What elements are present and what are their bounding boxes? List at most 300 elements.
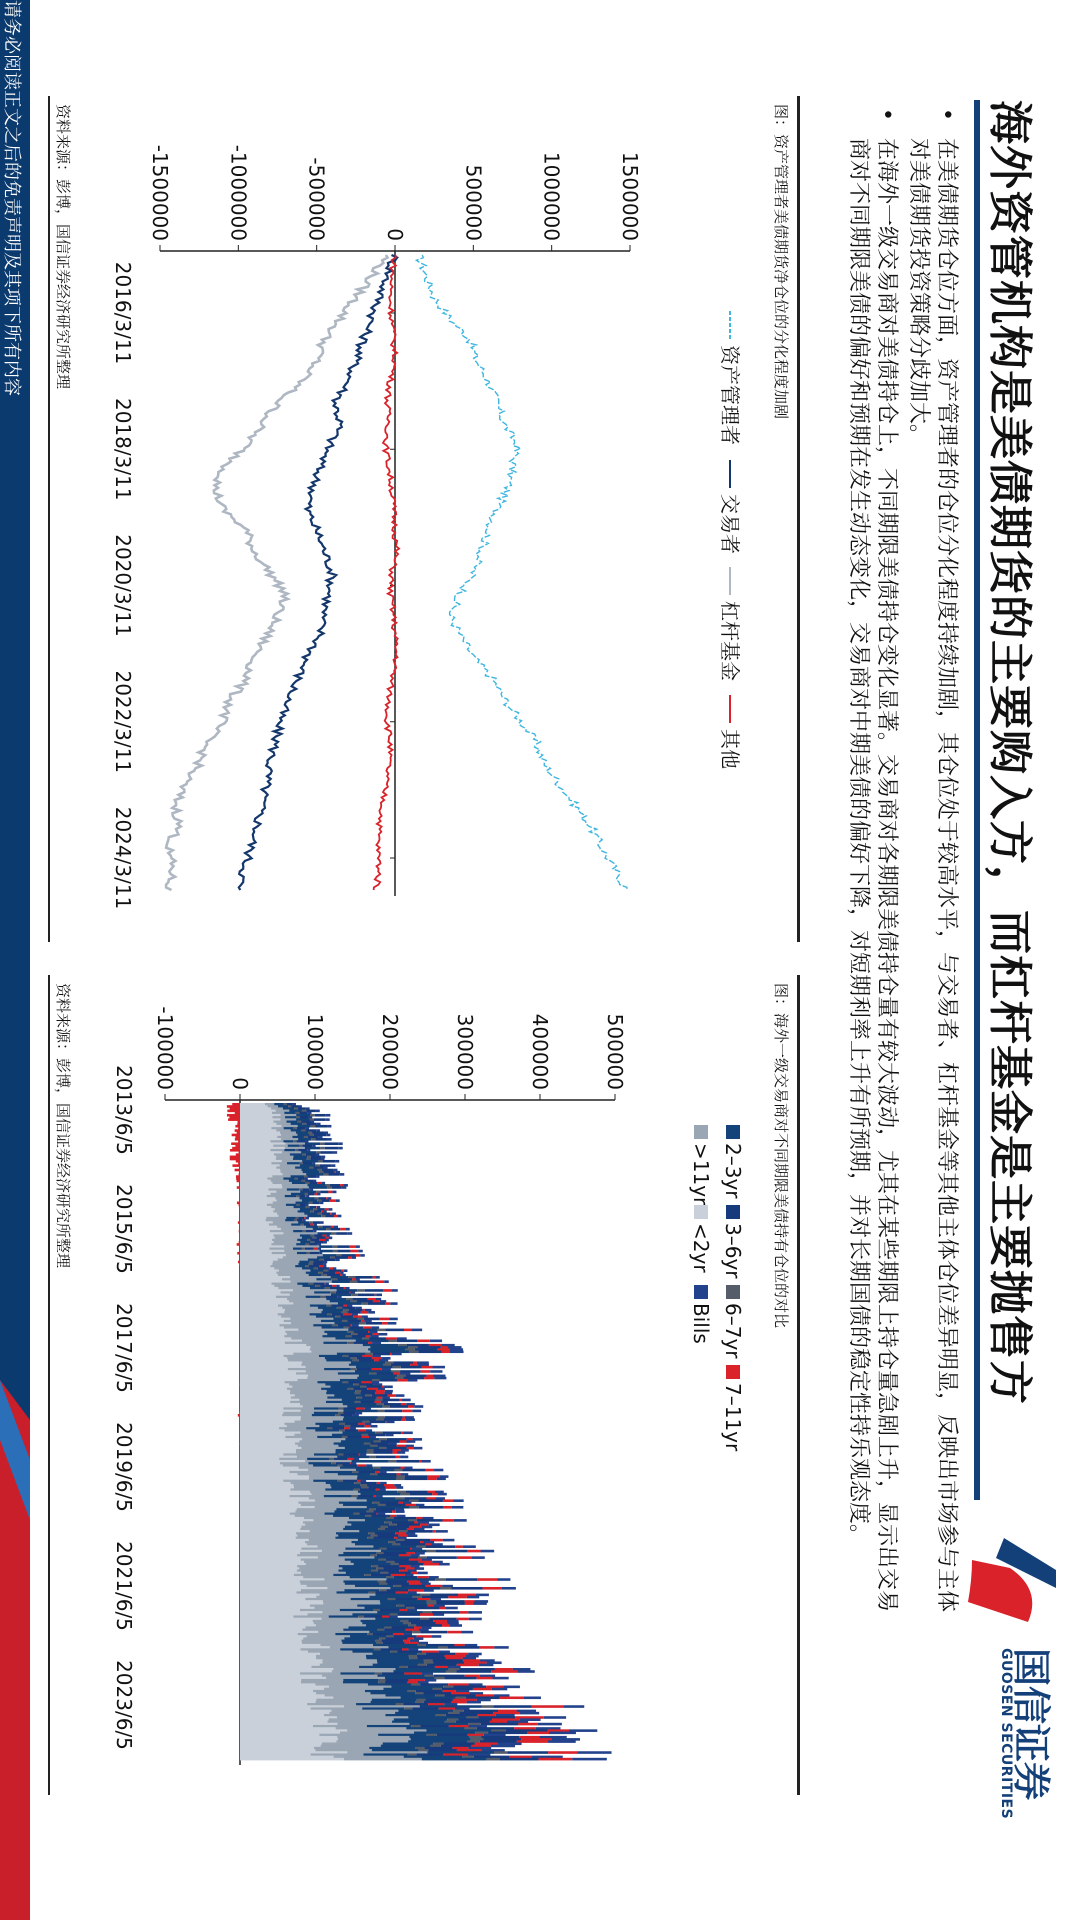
bar-segment — [378, 1333, 387, 1336]
x-tick-label: 2024/3/11 — [111, 806, 135, 910]
bar-segment — [347, 1232, 348, 1235]
x-tick-label: 2019/6/5 — [112, 1422, 136, 1512]
y-tick-label: 0 — [383, 228, 407, 241]
logo-subtitle: GUOSEN SECURITIES — [998, 1648, 1014, 1820]
bar-segment — [438, 1646, 447, 1649]
title-rule — [974, 100, 980, 1500]
bar-segment — [351, 1294, 358, 1297]
bar-segment — [344, 1758, 422, 1761]
bar-segment — [410, 1506, 419, 1509]
bar-segment — [447, 1631, 461, 1634]
bar-segment — [334, 1215, 337, 1218]
bar-segment — [352, 1256, 356, 1259]
bar-segment — [337, 1215, 341, 1218]
bar-segment — [520, 1712, 540, 1715]
x-tick-label: 2023/6/5 — [112, 1660, 136, 1750]
bar-segment — [317, 1193, 320, 1196]
bar-segment — [307, 1215, 321, 1218]
bar-segment — [450, 1624, 462, 1627]
y-tick-label: 100000 — [303, 1013, 327, 1090]
bar-segment — [465, 1602, 473, 1605]
bar-segment — [414, 1405, 423, 1408]
x-tick-label: 2017/6/5 — [112, 1303, 136, 1393]
bar-segment — [418, 1350, 441, 1353]
bar-segment — [383, 1289, 392, 1292]
bar-segment — [337, 1250, 350, 1253]
bar-segment — [452, 1506, 463, 1509]
bar-segment — [375, 1294, 376, 1297]
x-tick-label: 2013/6/5 — [112, 1065, 136, 1155]
bar-segment — [481, 1550, 495, 1553]
bar-segment — [418, 1572, 428, 1575]
bar-segment — [365, 1425, 371, 1428]
bar-segment — [436, 1530, 448, 1533]
bar-segment — [563, 1705, 584, 1708]
legend-swatch — [726, 1365, 740, 1379]
bar-segment — [402, 1469, 425, 1472]
bar-segment — [389, 1318, 397, 1321]
bar-segment — [424, 1563, 439, 1566]
bar-segment — [378, 1410, 385, 1413]
bar-segment — [240, 1758, 344, 1761]
bar-segment — [320, 1147, 324, 1150]
legend-label: 6–7yr — [721, 1303, 745, 1359]
bar-segment — [413, 1447, 422, 1450]
bar-segment — [527, 1732, 549, 1735]
bar-segment — [403, 1432, 412, 1435]
bar-segment — [453, 1499, 464, 1502]
bar-segment — [437, 1477, 446, 1480]
bar-segment — [361, 1302, 368, 1305]
bar-segment — [325, 1118, 329, 1121]
bar-segment — [326, 1114, 331, 1117]
bar-segment — [548, 1740, 576, 1743]
bar-segment — [473, 1688, 492, 1691]
bar-segment — [472, 1556, 485, 1559]
legend-swatch — [726, 1125, 740, 1139]
bar-segment — [430, 1340, 442, 1343]
bar-segment — [401, 1432, 403, 1435]
bar-segment — [350, 1250, 358, 1253]
bar-segment — [396, 1456, 400, 1459]
bar-segment — [385, 1434, 393, 1437]
bar-segment — [315, 1114, 326, 1117]
bar-segment — [424, 1377, 434, 1380]
x-tick-label: 2015/6/5 — [112, 1184, 136, 1274]
bar-segment — [577, 1751, 611, 1754]
bar-segment — [446, 1578, 477, 1581]
chart-top-rule — [797, 96, 800, 942]
bar-segment — [491, 1745, 515, 1748]
y-tick-label: 1500000 — [618, 151, 642, 241]
bar-segment — [392, 1289, 398, 1292]
bar-segment — [437, 1493, 446, 1496]
bar-segment — [366, 1322, 382, 1325]
bar-segment — [361, 1311, 368, 1314]
bar-segment — [311, 1138, 315, 1141]
bar-segment — [401, 1366, 422, 1369]
legend-swatch — [694, 1125, 708, 1139]
bar-segment — [350, 1245, 356, 1248]
bar-segment — [389, 1340, 397, 1343]
bar-segment — [400, 1456, 408, 1459]
bar-segment — [311, 1125, 315, 1128]
net-position-line-chart — [80, 96, 770, 942]
bar-segment — [375, 1276, 380, 1279]
bar-segment — [508, 1751, 549, 1754]
bar-segment — [333, 1245, 338, 1248]
bar-segment — [414, 1607, 439, 1610]
bar-segment — [382, 1322, 388, 1325]
bar-segment — [355, 1245, 360, 1248]
bar-segment — [439, 1607, 445, 1610]
bar-segment — [365, 1289, 383, 1292]
chart-source: 资料来源：彭博，国信证券经济研究所整理 — [54, 983, 72, 1269]
bar-segment — [328, 1191, 332, 1194]
bar-segment — [502, 1587, 516, 1590]
y-tick-label: 0 — [228, 1077, 252, 1090]
bar-segment — [440, 1587, 451, 1590]
bar-segment — [491, 1670, 517, 1673]
bar-segment — [419, 1460, 421, 1463]
bullet-text: 在美债期货仓位方面，资产管理者的仓位分化程度持续加剧，其仓位处于较高水平，与交易者、杠杆基金等其他主体仓位差异明显，反映出市场参与主体对美债期货投资策略分歧加大。 — [906, 138, 959, 1613]
x-tick-label: 2020/3/11 — [111, 534, 135, 637]
bar-segment — [313, 1202, 320, 1205]
bar-segment — [404, 1477, 427, 1480]
bar-segment — [232, 1164, 240, 1167]
y-tick-label: -1500000 — [148, 144, 172, 241]
bar-segment — [518, 1723, 537, 1726]
bar-segment — [315, 1125, 327, 1128]
bar-segment — [319, 1245, 333, 1248]
bar-segment — [340, 1173, 344, 1176]
bar-segment — [348, 1256, 352, 1259]
bar-segment — [368, 1311, 375, 1314]
bar-segment — [385, 1410, 403, 1413]
bar-segment — [426, 1550, 435, 1553]
bar-segment — [494, 1751, 508, 1754]
bar-segment — [329, 1237, 333, 1240]
legend-label: 交易者 — [718, 494, 742, 554]
bar-segment — [333, 1250, 337, 1253]
bar-segment — [397, 1340, 418, 1343]
bar-segment — [393, 1451, 397, 1454]
legend-label: 7–11yr — [721, 1383, 745, 1452]
bar-segment — [442, 1624, 450, 1627]
bar-segment — [497, 1578, 510, 1581]
bar-segment — [493, 1705, 531, 1708]
bar-segment — [406, 1440, 415, 1443]
bar-segment — [482, 1705, 494, 1708]
bar-segment — [427, 1477, 437, 1480]
legend-label: 3–6yr — [721, 1223, 745, 1279]
bar-segment — [396, 1486, 403, 1489]
bar-segment — [448, 1596, 466, 1599]
bar-segment — [380, 1318, 390, 1321]
bar-segment — [431, 1635, 441, 1638]
bar-segment — [435, 1578, 446, 1581]
bar-segment — [357, 1289, 364, 1292]
bar-segment — [492, 1688, 508, 1691]
bar-segment — [344, 1269, 348, 1272]
bullet-text: 在海外一级交易商对美债持仓上，不同期限美债持仓变化显著。交易商对各期限美债持仓量有较大波动，尤其在某些期限上持仓量急剧上升，显示出交易商对不同期限美债的偏好和预期在发生动态变化，交易商对中期美债的偏好下降，对短期利率上升有所预期，并对长期国债的稳定性持乐观态度。 — [846, 138, 899, 1613]
bar-segment — [548, 1751, 577, 1754]
bar-segment — [369, 1456, 376, 1459]
bar-segment — [326, 1134, 330, 1137]
bar-segment — [419, 1506, 444, 1509]
bar-segment — [320, 1202, 324, 1205]
bar-segment — [320, 1151, 333, 1154]
bar-segment — [406, 1418, 415, 1421]
bar-segment — [409, 1350, 418, 1353]
bar-segment — [237, 1243, 240, 1246]
bar-segment — [320, 1142, 325, 1145]
logo-text: 国信证券 — [1009, 1648, 1053, 1801]
bar-segment — [386, 1421, 387, 1424]
bar-segment — [455, 1545, 463, 1548]
bar-segment — [420, 1631, 447, 1634]
bar-segment — [443, 1539, 455, 1542]
bar-segment — [421, 1460, 430, 1463]
bullet-1 — [904, 108, 960, 1628]
bar-segment — [420, 1613, 433, 1616]
bar-segment — [350, 1280, 357, 1283]
bar-segment — [460, 1611, 469, 1614]
bar-segment — [325, 1142, 339, 1145]
bar-segment — [352, 1460, 389, 1463]
bar-segment — [436, 1550, 468, 1553]
bar-segment — [402, 1418, 406, 1421]
bar-segment — [391, 1353, 401, 1356]
bar-segment — [532, 1705, 564, 1708]
bullet-dot: • — [934, 108, 959, 121]
bar-segment — [572, 1758, 607, 1761]
bar-segment — [446, 1670, 456, 1673]
chart-caption: 图：海外一级交易商对不同期限美债持有仓位的对比 — [772, 983, 790, 1329]
y-tick-label: 500000 — [603, 1013, 627, 1090]
bar-segment — [388, 1322, 397, 1325]
bar-segment — [433, 1530, 436, 1533]
legend-label: >11yr — [689, 1143, 713, 1206]
bar-segment — [538, 1723, 562, 1726]
bar-segment — [448, 1646, 480, 1649]
bar-segment — [549, 1732, 576, 1735]
bar-segment — [473, 1602, 487, 1605]
chart-source: 资料来源：彭博，国信证券经济研究所整理 — [54, 104, 72, 390]
bar-segment — [356, 1254, 361, 1257]
x-tick-label: 2021/6/5 — [112, 1541, 136, 1631]
bar-segment — [399, 1399, 402, 1402]
bar-segment — [239, 1230, 240, 1233]
legend-swatch — [694, 1205, 708, 1219]
chart-bottom-rule — [48, 96, 50, 942]
bullet-dot: • — [874, 108, 899, 121]
legend-swatch — [726, 1285, 740, 1299]
bar-segment — [517, 1670, 534, 1673]
bar-segment — [407, 1379, 417, 1382]
bar-segment — [434, 1377, 446, 1380]
bar-segment — [373, 1451, 392, 1454]
bar-segment — [336, 1232, 347, 1235]
bar-segment — [333, 1151, 337, 1154]
bar-segment — [378, 1329, 386, 1332]
bar-segment — [306, 1217, 309, 1220]
bar-segment — [327, 1125, 331, 1128]
bar-segment — [323, 1160, 335, 1163]
legend-label: 杠杆基金 — [718, 601, 742, 681]
bar-segment — [335, 1160, 339, 1163]
bar-segment — [338, 1147, 342, 1150]
bar-segment — [315, 1193, 317, 1196]
bar-segment — [424, 1589, 434, 1592]
bar-segment — [323, 1241, 326, 1244]
bar-segment — [439, 1563, 450, 1566]
bar-segment — [320, 1191, 328, 1194]
bar-segment — [332, 1186, 342, 1189]
bar-segment — [321, 1215, 325, 1218]
bar-segment — [483, 1587, 502, 1590]
bar-segment — [357, 1280, 375, 1283]
legend-swatch — [694, 1285, 708, 1299]
bar-segment — [230, 1149, 240, 1152]
bar-segment — [318, 1160, 322, 1163]
bar-segment — [469, 1618, 482, 1621]
bar-segment — [467, 1701, 481, 1704]
bar-segment — [500, 1696, 524, 1699]
bar-segment — [433, 1366, 445, 1369]
bar-segment — [412, 1329, 423, 1332]
bar-segment — [417, 1340, 429, 1343]
bar-segment — [477, 1578, 497, 1581]
dealer-holdings-bar-chart — [80, 975, 770, 1795]
series-line — [416, 255, 627, 890]
series-line — [239, 255, 397, 890]
bar-segment — [410, 1493, 433, 1496]
bar-segment — [239, 1204, 240, 1207]
bar-segment — [390, 1353, 391, 1356]
bar-segment — [329, 1199, 335, 1202]
bar-segment — [328, 1138, 332, 1141]
bar-segment — [373, 1276, 375, 1279]
bar-segment — [359, 1322, 365, 1325]
chart-caption: 图：资产管理者美债期货净仓位的分化程度加剧 — [772, 104, 790, 420]
bar-segment — [408, 1405, 414, 1408]
bar-segment — [389, 1460, 396, 1463]
bar-segment — [338, 1142, 343, 1145]
y-tick-label: -1000000 — [226, 144, 251, 241]
bar-segment — [239, 1296, 240, 1299]
bar-segment — [390, 1302, 397, 1305]
y-tick-label: -100000 — [153, 1006, 177, 1090]
bar-segment — [369, 1421, 385, 1424]
bar-segment — [477, 1677, 493, 1680]
bar-segment — [330, 1228, 340, 1231]
y-tick-label: 500000 — [461, 164, 486, 241]
bar-segment — [314, 1118, 325, 1121]
bullet-2 — [844, 108, 900, 1628]
legend-label: <2yr — [689, 1223, 713, 1273]
bar-segment — [400, 1440, 407, 1443]
bar-segment — [412, 1631, 420, 1634]
bar-segment — [445, 1607, 457, 1610]
x-tick-label: 2022/3/11 — [111, 670, 135, 774]
bar-segment — [539, 1758, 573, 1761]
bar-segment — [309, 1202, 313, 1205]
bar-segment — [316, 1175, 319, 1178]
legend-label: 资产管理者 — [718, 345, 742, 445]
y-tick-label: 400000 — [528, 1013, 552, 1090]
bar-segment — [456, 1670, 491, 1673]
page-title: 海外资管机构是美债期货的主要购入方，而杠杆基金是主要抛售方 — [984, 100, 1035, 1405]
bar-segment — [402, 1399, 411, 1402]
bar-segment — [454, 1519, 467, 1522]
bar-segment — [390, 1405, 408, 1408]
bar-segment — [332, 1191, 336, 1194]
bar-segment — [457, 1556, 472, 1559]
bar-segment — [397, 1379, 407, 1382]
bar-segment — [500, 1758, 539, 1761]
bar-segment — [393, 1366, 401, 1369]
bar-segment — [480, 1646, 495, 1649]
legend-label: Bills — [689, 1303, 713, 1344]
bar-segment — [394, 1469, 402, 1472]
bar-segment — [450, 1350, 464, 1353]
bar-segment — [467, 1596, 479, 1599]
legend-label: 2–3yr — [721, 1143, 745, 1199]
bar-segment — [422, 1366, 433, 1369]
bar-segment — [237, 1252, 240, 1255]
bar-segment — [396, 1510, 405, 1513]
bar-segment — [426, 1469, 434, 1472]
bar-segment — [325, 1147, 338, 1150]
bar-segment — [397, 1451, 405, 1454]
bar-segment — [487, 1758, 500, 1761]
bar-segment — [370, 1425, 377, 1428]
bar-segment — [493, 1677, 509, 1680]
bar-segment — [544, 1716, 566, 1719]
bar-segment — [442, 1519, 453, 1522]
bar-segment — [385, 1329, 404, 1332]
bar-segment — [419, 1499, 443, 1502]
bar-segment — [379, 1379, 397, 1382]
y-tick-label: 200000 — [378, 1013, 402, 1090]
guosen-logo-icon — [962, 1530, 1072, 1640]
x-tick-label: 2016/3/11 — [111, 261, 135, 365]
bar-segment — [451, 1587, 482, 1590]
legend-label: 其他 — [718, 729, 742, 769]
bar-segment — [479, 1664, 494, 1667]
bar-segment — [386, 1421, 394, 1424]
chart-bottom-rule — [48, 975, 50, 1795]
bar-segment — [384, 1386, 393, 1389]
y-tick-label: -500000 — [304, 157, 329, 241]
bar-segment — [385, 1302, 390, 1305]
bar-segment — [461, 1631, 473, 1634]
bar-segment — [376, 1294, 382, 1297]
bar-segment — [468, 1611, 482, 1614]
bar-segment — [376, 1456, 396, 1459]
bar-segment — [348, 1232, 353, 1235]
bar-segment — [444, 1677, 476, 1680]
bar-segment — [324, 1173, 328, 1176]
bar-segment — [360, 1254, 365, 1257]
bar-segment — [396, 1460, 419, 1463]
footer-disclaimer: 请务必阅读正文之后的免责声明及其项下所有内容 — [1, 0, 22, 396]
bar-segment — [524, 1696, 541, 1699]
bar-segment — [396, 1394, 404, 1397]
bar-segment — [404, 1329, 412, 1332]
bar-segment — [328, 1173, 340, 1176]
